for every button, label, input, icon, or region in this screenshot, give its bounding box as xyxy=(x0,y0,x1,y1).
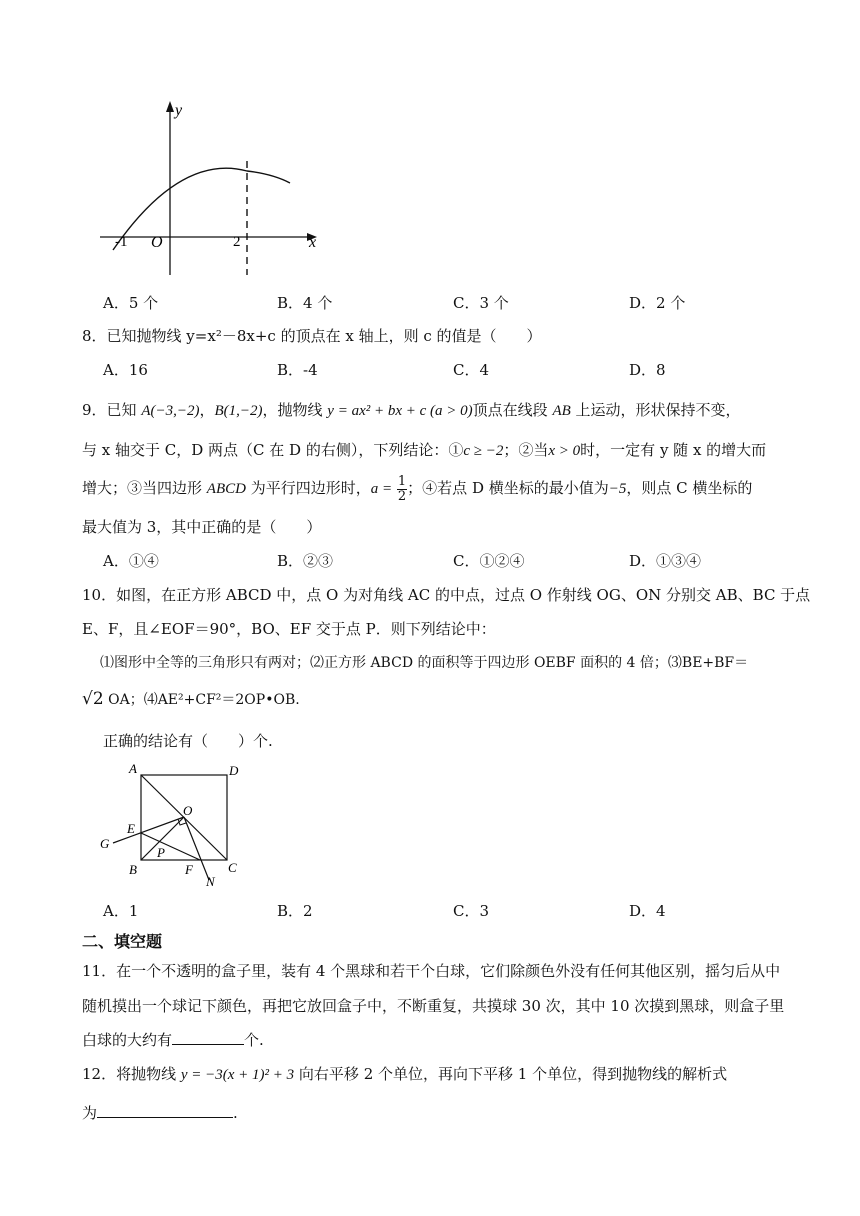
label-f: F xyxy=(185,862,193,877)
q9-option-b[interactable]: B．②③ xyxy=(277,552,334,570)
q10-option-c[interactable]: C．3 xyxy=(453,902,490,920)
q10-line-1: 10．如图，在正方形 ABCD 中，点 O 为对角线 AC 的中点，过点 O 作射线 OG、ON 分别交 AB、BC 于点 xyxy=(82,586,811,604)
segment-ab: AB xyxy=(552,403,571,419)
label-e: E xyxy=(127,821,135,836)
label-g: G xyxy=(100,836,110,851)
q9-text: ，则点 C 横坐标的 xyxy=(626,479,753,497)
neg-five: −5 xyxy=(608,481,627,497)
q9-option-a[interactable]: A．①④ xyxy=(103,552,159,570)
q8-stem: 8．已知抛物线 y=x²－8x+c 的顶点在 x 轴上，则 c 的值是（ ） xyxy=(82,327,542,345)
label-b: B xyxy=(129,862,137,877)
section-heading: 二、填空题 xyxy=(82,932,163,951)
parabola-expr: y = ax² + bx + c (a > 0) xyxy=(327,403,473,419)
q9-text: 为平行四边形时， xyxy=(245,479,371,497)
point-a-expr: A(−3,−2) xyxy=(141,403,200,419)
answer-blank[interactable] xyxy=(172,1030,244,1045)
quad-abcd: ABCD xyxy=(206,481,246,497)
parabola-graph xyxy=(95,95,330,280)
q9-option-d[interactable]: D．①③④ xyxy=(629,552,702,570)
segment-ef xyxy=(141,833,200,860)
q8-option-c[interactable]: C．4 xyxy=(453,361,490,379)
label-p: P xyxy=(157,845,165,860)
condition-c-expr: c ≥ −2 xyxy=(463,443,504,459)
q10-line-2: E、F，且∠EOF＝90°，BO、EF 交于点 P．则下列结论中： xyxy=(82,620,496,638)
fraction-numerator: 1 xyxy=(397,473,407,489)
y-axis-arrow xyxy=(166,101,174,112)
fraction-denominator: 2 xyxy=(397,488,407,504)
two-label: 2 xyxy=(233,234,241,250)
q10-line-4 xyxy=(82,689,300,710)
q10-line-5: 正确的结论有（ ）个. xyxy=(103,732,273,750)
parabola-curve xyxy=(113,168,290,250)
q8-option-a[interactable]: A．16 xyxy=(103,361,148,379)
q9-line-1 xyxy=(82,400,741,421)
q10-option-b[interactable]: B．2 xyxy=(277,902,313,920)
q9-text: ，抛物线 xyxy=(262,401,328,419)
q10-option-a[interactable]: A．1 xyxy=(103,902,139,920)
q11-line-2: 随机摸出一个球记下颜色，再把它放回盒子中，不断重复，共摸球 30 次，其中 10 次摸到黑球，则盒子里 xyxy=(82,997,785,1015)
q12-text: 12．将抛物线 xyxy=(82,1065,181,1083)
label-d: D xyxy=(229,763,239,778)
q12-line-1 xyxy=(82,1064,727,1085)
q9-text: 9．已知 xyxy=(82,401,142,419)
q11-line-1: 11．在一个不透明的盒子里，装有 4 个黑球和若干个白球，它们除颜色外没有任何其他区别，摇匀后从中 xyxy=(82,962,781,980)
square-figure xyxy=(95,760,255,892)
neg-one-label: -1 xyxy=(115,234,128,250)
q12-line-2 xyxy=(82,1103,238,1123)
y-label: y xyxy=(175,102,183,119)
x-label: x xyxy=(309,234,317,251)
q7-option-b[interactable]: B．4 个 xyxy=(277,294,333,312)
ray-og xyxy=(113,817,184,843)
condition-x-expr: x > 0 xyxy=(548,443,581,459)
sqrt-two: √2 xyxy=(82,689,104,709)
origin-label: O xyxy=(151,234,163,251)
a-equals: a = xyxy=(370,481,393,497)
label-n: N xyxy=(206,874,215,889)
q11-text: 个. xyxy=(244,1031,264,1049)
q8-option-d[interactable]: D．8 xyxy=(629,361,666,379)
q9-text: ， xyxy=(199,401,215,419)
q9-line-4: 最大值为 3，其中正确的是（ ） xyxy=(82,518,322,536)
q7-option-a[interactable]: A．5 个 xyxy=(103,294,159,312)
q11-line-3 xyxy=(82,1030,264,1050)
q12-text: 向右平移 2 个单位，再向下平移 1 个单位，得到抛物线的解析式 xyxy=(294,1065,728,1083)
point-b-expr: B(1,−2) xyxy=(214,403,263,419)
q8-option-b[interactable]: B．-4 xyxy=(277,361,318,379)
q9-text: ；②当 xyxy=(503,441,549,459)
q9-text: 时，一定有 y 随 x 的增大而 xyxy=(580,441,767,459)
q9-option-c[interactable]: C．①②④ xyxy=(453,552,525,570)
q9-text: 顶点在线段 xyxy=(472,401,553,419)
q7-option-c[interactable]: C．3 个 xyxy=(453,294,509,312)
label-o: O xyxy=(183,803,193,818)
q10-line-3: ⑴图形中全等的三角形只有两对；⑵正方形 ABCD 的面积等于四边形 OEBF 面积的 4 倍；⑶BE+BF＝ xyxy=(100,655,749,671)
q9-text: 增大；③当四边形 xyxy=(82,479,207,497)
parabola-expr: y = −3(x + 1)² + 3 xyxy=(180,1067,295,1083)
q9-text: 上运动，形状保持不变， xyxy=(570,401,741,419)
q10-text: OA；⑷AE²+CF²＝2OP•OB. xyxy=(103,692,300,708)
q12-text: . xyxy=(233,1104,238,1122)
label-c: C xyxy=(228,860,237,875)
label-a: A xyxy=(129,761,137,776)
q7-option-d[interactable]: D．2 个 xyxy=(629,294,686,312)
q12-text: 为 xyxy=(82,1104,98,1122)
q11-text: 白球的大约有 xyxy=(82,1031,173,1049)
q9-text: ；④若点 D 横坐标的最小值为 xyxy=(407,479,609,497)
one-half-fraction xyxy=(397,475,407,504)
q9-text: 与 x 轴交于 C，D 两点（C 在 D 的右侧），下列结论：① xyxy=(82,441,464,459)
q10-option-d[interactable]: D．4 xyxy=(629,902,666,920)
q9-line-2 xyxy=(82,440,766,461)
q9-line-3 xyxy=(82,474,752,504)
answer-blank[interactable] xyxy=(97,1103,233,1118)
